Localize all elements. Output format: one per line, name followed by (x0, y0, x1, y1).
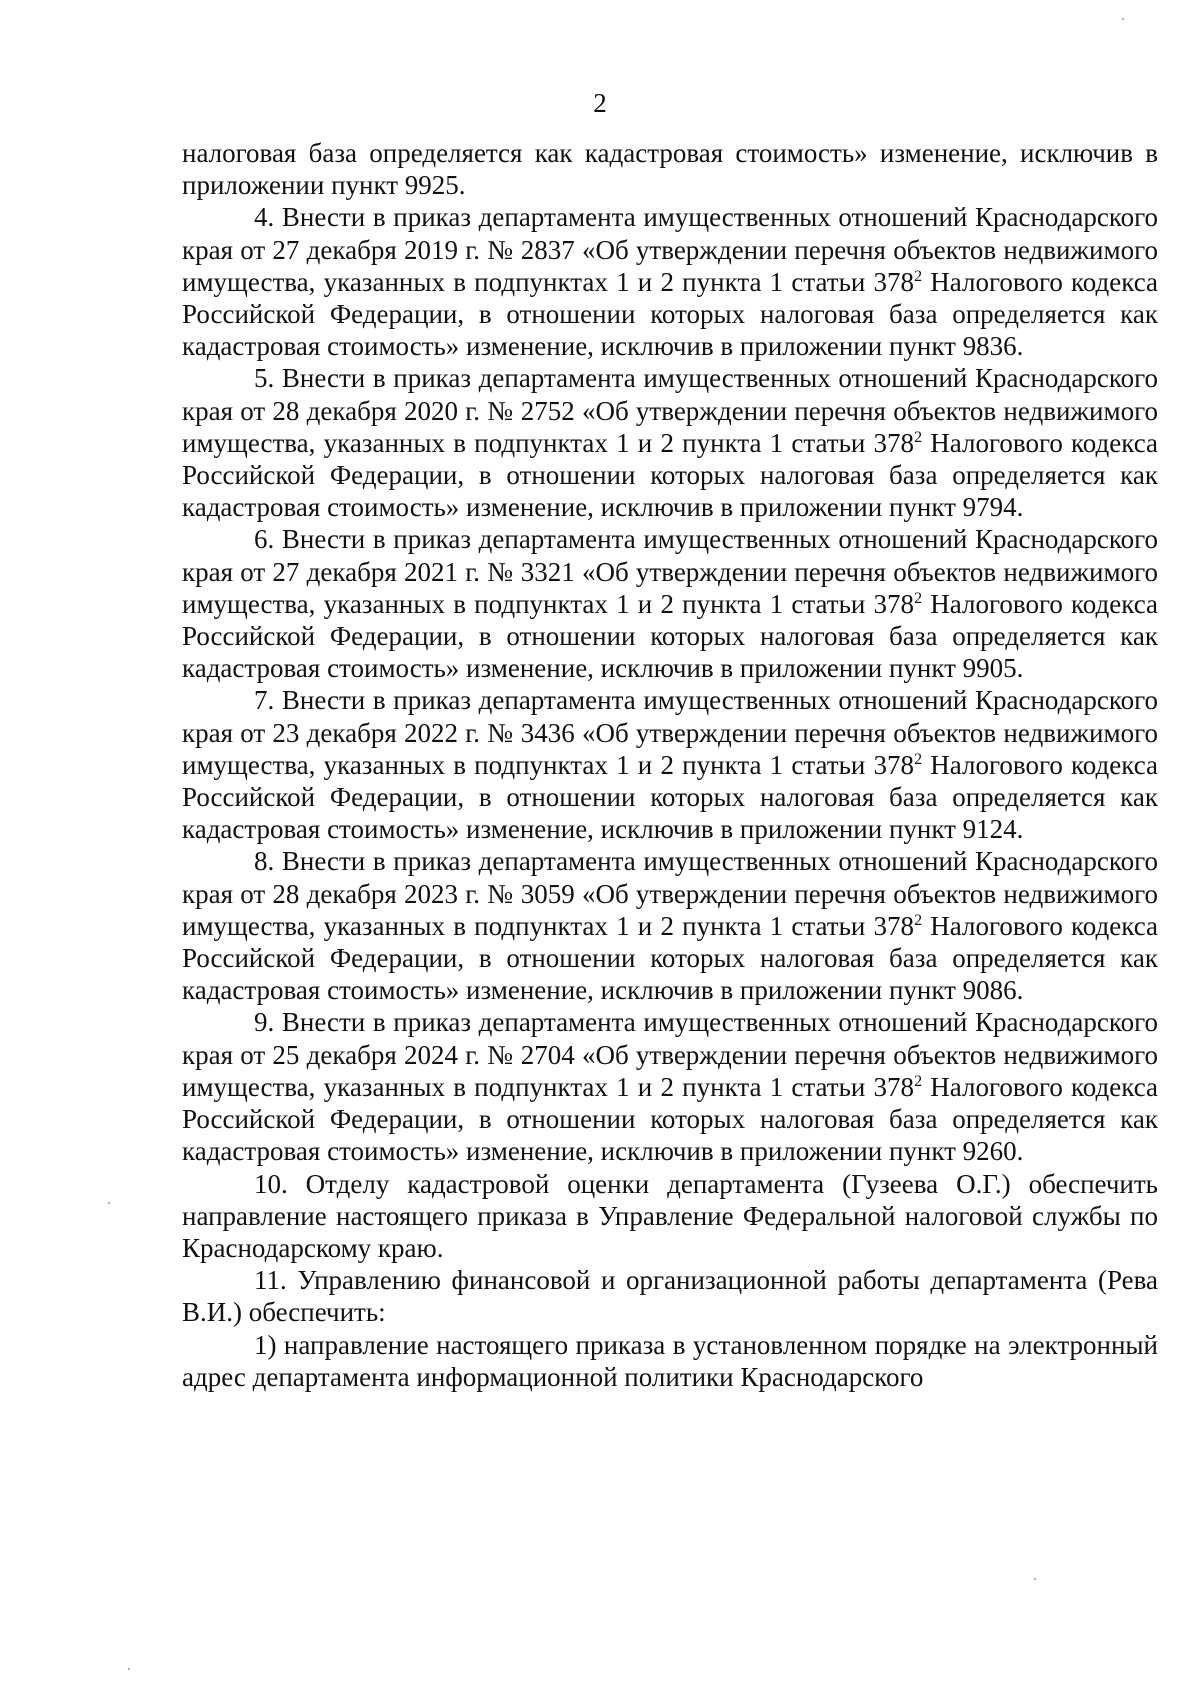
paragraph-text: Налогового кодекса Российской Федерации, в отношении которых налоговая база определяется как кадастровая стоимость» изменение, исключив в приложении пункт 9124. (182, 749, 1158, 845)
document-body (182, 137, 1158, 1393)
paragraph-text: 5. Внести в приказ департамента имущественных отношений Краснодарского края от 28 декабря 2020 г. № 2752 «Об утверждении перечня объектов недвижимого имущества, указанных в подпунктах 1 и 2 пункта 1 статьи 378 (182, 363, 1158, 458)
superscript: 2 (914, 428, 923, 446)
scan-speck (1122, 18, 1124, 20)
paragraph-text: 6. Внести в приказ департамента имущественных отношений Краснодарского края от 27 декабря 2021 г. № 3321 «Об утверждении перечня объектов недвижимого имущества, указанных в подпунктах 1 и 2 пункта 1 статьи 378 (182, 524, 1158, 619)
paragraph-text: Налогового кодекса Российской Федерации, в отношении которых налоговая база определяется как кадастровая стоимость» изменение, исключив в приложении пункт 9905. (182, 588, 1158, 684)
paragraph-text: 7. Внести в приказ департамента имущественных отношений Краснодарского края от 23 декабря 2022 г. № 3436 «Об утверждении перечня объектов недвижимого имущества, указанных в подпунктах 1 и 2 пункта 1 статьи 378 (182, 685, 1158, 780)
paragraph-item-5 (182, 362, 1158, 523)
superscript: 2 (914, 589, 923, 607)
paragraph-item-9 (182, 1006, 1158, 1167)
superscript: 2 (914, 1072, 923, 1090)
scan-speck (128, 1668, 130, 1670)
paragraph-text: 9. Внести в приказ департамента имущественных отношений Краснодарского края от 25 декабря 2024 г. № 2704 «Об утверждении перечня объектов недвижимого имущества, указанных в подпунктах 1 и 2 пункта 1 статьи 378 (182, 1007, 1158, 1102)
page-number: 2 (593, 88, 607, 118)
superscript: 2 (914, 750, 923, 768)
paragraph-item-6 (182, 523, 1158, 684)
paragraph-item-4 (182, 201, 1158, 362)
paragraph-text: Налогового кодекса Российской Федерации, в отношении которых налоговая база определяется как кадастровая стоимость» изменение, исключив в приложении пункт 9086. (182, 910, 1158, 1006)
paragraph-text: 8. Внести в приказ департамента имущественных отношений Краснодарского края от 28 декабря 2023 г. № 3059 «Об утверждении перечня объектов недвижимого имущества, указанных в подпунктах 1 и 2 пункта 1 статьи 378 (182, 846, 1158, 941)
paragraph-item-7 (182, 684, 1158, 845)
paragraph-item-11: 11. Управлению финансовой и организационной работы департамента (Рева В.И.) обеспечить: (182, 1265, 1158, 1328)
paragraph-item-11-1: 1) направление настоящего приказа в установленном порядке на электронный адрес департамента информационной политики Краснодарского (182, 1329, 1158, 1392)
superscript: 2 (914, 911, 923, 929)
paragraph-item-10: 10. Отделу кадастровой оценки департамента (Гузеева О.Г.) обеспечить направление настоящего приказа в Управление Федеральной налоговой службы по Краснодарскому краю. (182, 1168, 1158, 1263)
superscript: 2 (914, 267, 923, 285)
paragraph-continuation: налоговая база определяется как кадастровая стоимость» изменение, исключив в приложении пункт 9925. (182, 138, 1158, 201)
paragraph-text: Налогового кодекса Российской Федерации, в отношении которых налоговая база определяется как кадастровая стоимость» изменение, исключив в приложении пункт 9836. (182, 266, 1158, 362)
paragraph-text: Налогового кодекса Российской Федерации, в отношении которых налоговая база определяется как кадастровая стоимость» изменение, исключив в приложении пункт 9260. (182, 1071, 1158, 1167)
paragraph-item-8 (182, 845, 1158, 1006)
scan-speck (108, 1202, 110, 1204)
scan-speck (1034, 1578, 1036, 1580)
paragraph-text: Налогового кодекса Российской Федерации, в отношении которых налоговая база определяется как кадастровая стоимость» изменение, исключив в приложении пункт 9794. (182, 427, 1158, 523)
paragraph-text: 4. Внести в приказ департамента имущественных отношений Краснодарского края от 27 декабря 2019 г. № 2837 «Об утверждении перечня объектов недвижимого имущества, указанных в подпунктах 1 и 2 пункта 1 статьи 378 (182, 202, 1158, 297)
